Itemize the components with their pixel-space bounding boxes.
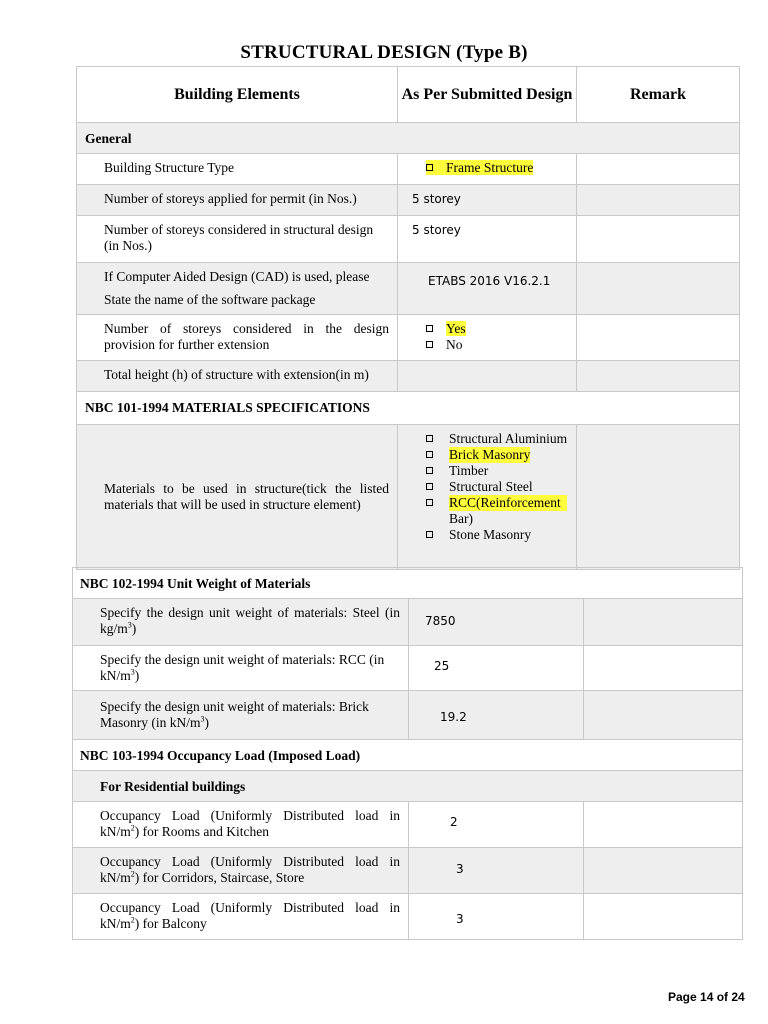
- checkbox-icon[interactable]: [426, 467, 433, 474]
- row-label: [73, 848, 409, 894]
- label-text: Occupancy Load (Uniformly Distributed load in kN/m: [100, 900, 400, 931]
- subsection-residential: For Residential buildings: [73, 771, 743, 802]
- page-title: STRUCTURAL DESIGN (Type B): [240, 42, 528, 63]
- material-option[interactable]: [426, 479, 572, 495]
- row-label: [73, 646, 409, 691]
- row-value: [398, 315, 577, 361]
- remark-cell[interactable]: [577, 425, 740, 570]
- header-remark: Remark: [577, 67, 740, 123]
- material-option[interactable]: [426, 463, 572, 479]
- checkbox-icon[interactable]: [426, 325, 433, 332]
- remark-cell[interactable]: [577, 263, 740, 315]
- material-option[interactable]: [426, 431, 572, 447]
- header-as-per-submitted-design: As Per Submitted Design: [398, 67, 577, 123]
- unit-superscript: 3: [130, 667, 135, 677]
- label-end: ): [131, 621, 137, 636]
- row-value[interactable]: [398, 361, 577, 392]
- label-text: Specify the design unit weight of materials: RCC (in kN/m: [100, 652, 385, 683]
- unit-superscript: 2: [130, 869, 135, 879]
- checkbox-icon[interactable]: [426, 164, 433, 171]
- row-value: 5 storey: [398, 216, 577, 263]
- row-label-line1: If Computer Aided Design (CAD) is used, please: [104, 269, 370, 284]
- row-value: 5 storey: [398, 185, 577, 216]
- row-value: 3: [409, 848, 584, 894]
- header-building-elements: Building Elements: [77, 67, 398, 123]
- material-option-label: Timber: [449, 463, 489, 478]
- checkbox-icon[interactable]: [426, 451, 433, 458]
- table-row: [73, 848, 743, 894]
- row-value: ETABS 2016 V16.2.1: [398, 263, 577, 315]
- checkbox-icon[interactable]: [426, 435, 433, 442]
- label-end: ) for Corridors, Staircase, Store: [134, 870, 305, 885]
- row-label: Materials to be used in structure(tick the listed materials that will be used in structure element): [77, 425, 398, 570]
- checkbox-icon[interactable]: [426, 499, 433, 506]
- material-option-label: RCC(Reinforcement Bar): [449, 495, 572, 527]
- label-text: Occupancy Load (Uniformly Distributed load in kN/m: [100, 854, 400, 885]
- row-label: [77, 263, 398, 315]
- section-general: General: [77, 123, 740, 154]
- row-label: Number of storeys applied for permit (in Nos.): [77, 185, 398, 216]
- table-row: [73, 802, 743, 848]
- label-text: Specify the design unit weight of materials: Brick Masonry (in kN/m: [100, 699, 369, 730]
- label-end: ): [134, 668, 140, 683]
- row-label: Total height (h) of structure with extension(in m): [77, 361, 398, 392]
- table-row: [77, 315, 740, 361]
- row-value: 7850: [409, 599, 584, 646]
- unit-superscript: 2: [130, 915, 135, 925]
- remark-cell[interactable]: [584, 848, 743, 894]
- label-text: Specify the design unit weight of materials: Steel (in kg/m: [100, 605, 400, 636]
- table-row: [73, 599, 743, 646]
- row-label: Number of storeys considered in the design provision for further extension: [77, 315, 398, 361]
- row-value: [398, 154, 577, 185]
- table-row: [77, 185, 740, 216]
- row-label: [73, 802, 409, 848]
- label-text: Occupancy Load (Uniformly Distributed load in kN/m: [100, 808, 400, 839]
- table-row: [73, 894, 743, 940]
- section-unit-weight: NBC 102-1994 Unit Weight of Materials: [73, 568, 743, 599]
- table-row: [77, 361, 740, 392]
- unit-superscript: 3: [200, 714, 205, 724]
- row-value: 25: [409, 646, 584, 691]
- row-label-line2: State the name of the software package: [104, 292, 316, 307]
- row-value: 3: [409, 894, 584, 940]
- loads-table: [72, 567, 743, 940]
- checkbox-icon[interactable]: [426, 531, 433, 538]
- remark-cell[interactable]: [584, 646, 743, 691]
- label-end: ) for Rooms and Kitchen: [134, 824, 269, 839]
- material-option-label: Structural Steel: [449, 479, 533, 494]
- material-option-label: Stone Masonry: [449, 527, 532, 542]
- material-option[interactable]: [426, 447, 572, 463]
- remark-cell[interactable]: [577, 315, 740, 361]
- unit-superscript: 3: [127, 620, 132, 630]
- remark-cell[interactable]: [577, 185, 740, 216]
- table-row: [77, 154, 740, 185]
- checkbox-icon[interactable]: [426, 483, 433, 490]
- checkbox-icon[interactable]: [426, 341, 433, 348]
- materials-options: [398, 425, 577, 570]
- table-row: [77, 216, 740, 263]
- remark-cell[interactable]: [577, 154, 740, 185]
- remark-cell[interactable]: [584, 802, 743, 848]
- remark-cell[interactable]: [577, 216, 740, 263]
- section-materials: NBC 101-1994 MATERIALS SPECIFICATIONS: [77, 392, 740, 425]
- label-end: ): [204, 715, 209, 730]
- row-value: 19.2: [409, 691, 584, 740]
- table-row: [73, 646, 743, 691]
- remark-cell[interactable]: [584, 894, 743, 940]
- table-row: [77, 425, 740, 570]
- row-label: Number of storeys considered in structural design (in Nos.): [77, 216, 398, 263]
- row-label: [73, 599, 409, 646]
- material-option-label: Structural Aluminium: [449, 431, 568, 446]
- remark-cell[interactable]: [584, 691, 743, 740]
- table-row: [73, 691, 743, 740]
- page-number: Page 14 of 24: [668, 990, 745, 1004]
- row-label: Building Structure Type: [77, 154, 398, 185]
- remark-cell[interactable]: [577, 361, 740, 392]
- row-label: [73, 691, 409, 740]
- section-occupancy: NBC 103-1994 Occupancy Load (Imposed Load): [73, 740, 743, 771]
- remark-cell[interactable]: [584, 599, 743, 646]
- material-option[interactable]: [426, 495, 572, 527]
- structure-type-value: Frame Structure: [446, 160, 534, 175]
- table-row: [77, 263, 740, 315]
- option-yes: Yes: [446, 321, 466, 336]
- option-no: No: [446, 337, 463, 352]
- row-value: 2: [409, 802, 584, 848]
- material-option-label: Brick Masonry: [449, 447, 531, 462]
- unit-superscript: 2: [130, 823, 135, 833]
- label-end: ) for Balcony: [134, 916, 207, 931]
- structural-design-table: [76, 66, 740, 570]
- row-label: [73, 894, 409, 940]
- material-option[interactable]: [426, 527, 572, 543]
